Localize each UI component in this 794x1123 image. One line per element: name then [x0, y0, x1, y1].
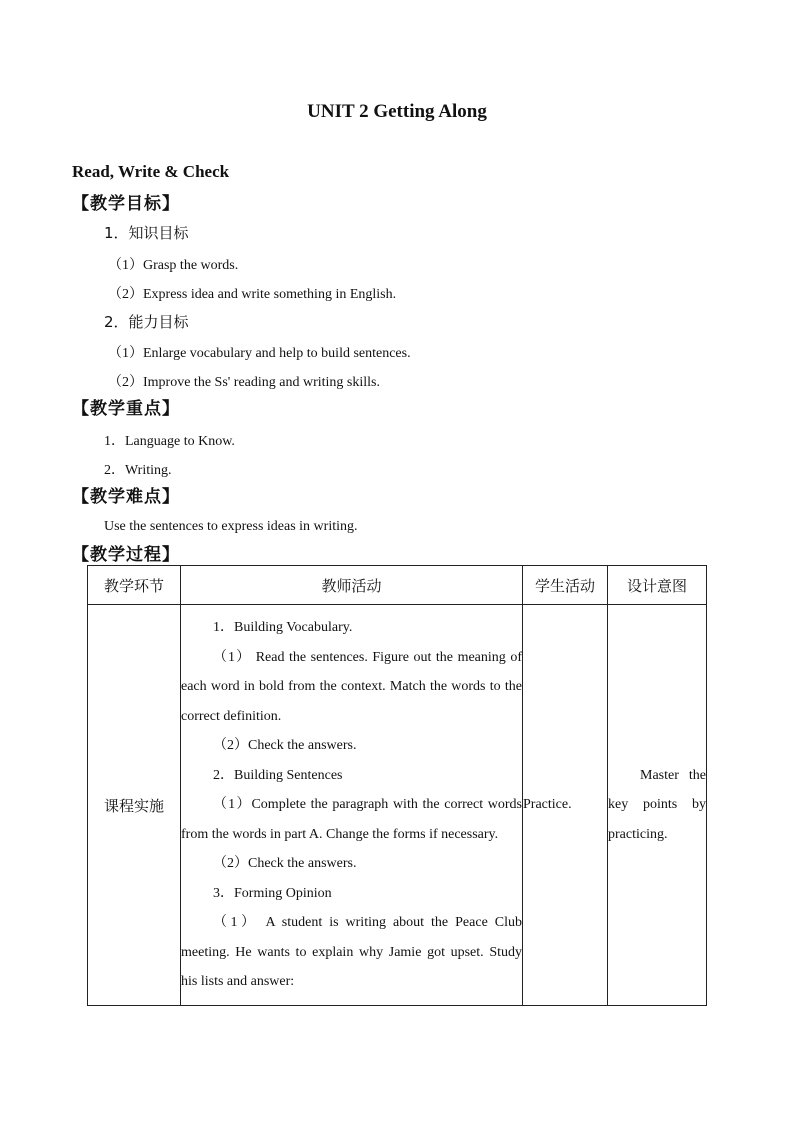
student-activity-cell: Practice. [523, 605, 608, 1006]
teacher-activity-cell [181, 605, 523, 1006]
col-header-student: 学生活动 [523, 566, 608, 605]
col-header-intent: 设计意图 [608, 566, 707, 605]
key-point-1: 1．Language to Know. [104, 434, 235, 449]
teacher-line: （2）Check the answers. [213, 856, 357, 872]
knowledge-item-2: （2）Express idea and write something in English. [108, 287, 397, 302]
ability-label: 2．能力目标 [104, 313, 189, 331]
design-intent-text: Master the key points by practicing. [608, 767, 706, 842]
page-title: UNIT 2 Getting Along [307, 101, 487, 122]
teacher-line: （1） A student is writing about the Peace Club meeting. He wants to explain why Jamie got upset. Study his lists and answer: [181, 915, 522, 990]
difficulties-heading: 【教学难点】 [72, 487, 180, 507]
key-points-heading: 【教学重点】 [72, 399, 180, 419]
ability-item-2: （2）Improve the Ss' reading and writing skills. [108, 375, 380, 390]
key-point-2: 2．Writing. [104, 463, 172, 478]
teacher-line: 1．Building Vocabulary. [213, 620, 353, 636]
process-heading: 【教学过程】 [72, 545, 180, 565]
teacher-line: 3．Forming Opinion [213, 885, 332, 901]
col-header-stage: 教学环节 [88, 566, 181, 605]
teacher-line: （2）Check the answers. [213, 738, 357, 754]
difficulties-text: Use the sentences to express ideas in writing. [104, 519, 358, 534]
stage-cell: 课程实施 [88, 605, 181, 1006]
table-header-row [88, 566, 707, 605]
objectives-heading: 【教学目标】 [72, 194, 180, 214]
design-intent-cell [608, 605, 707, 1006]
col-header-teacher: 教师活动 [181, 566, 523, 605]
teacher-line: （1） Read the sentences. Figure out the meaning of each word in bold from the context. Match the words to the correct definition. [181, 649, 522, 724]
table-row [88, 605, 707, 1006]
knowledge-label: 1．知识目标 [104, 224, 189, 242]
lesson-subtitle: Read, Write & Check [72, 162, 230, 181]
teacher-line: 2．Building Sentences [213, 767, 343, 783]
teacher-line: （1）Complete the paragraph with the correct words from the words in part A. Change the forms if necessary. [181, 797, 522, 842]
ability-item-1: （1）Enlarge vocabulary and help to build sentences. [108, 346, 411, 361]
knowledge-item-1: （1）Grasp the words. [108, 258, 239, 273]
process-table [87, 565, 707, 1006]
